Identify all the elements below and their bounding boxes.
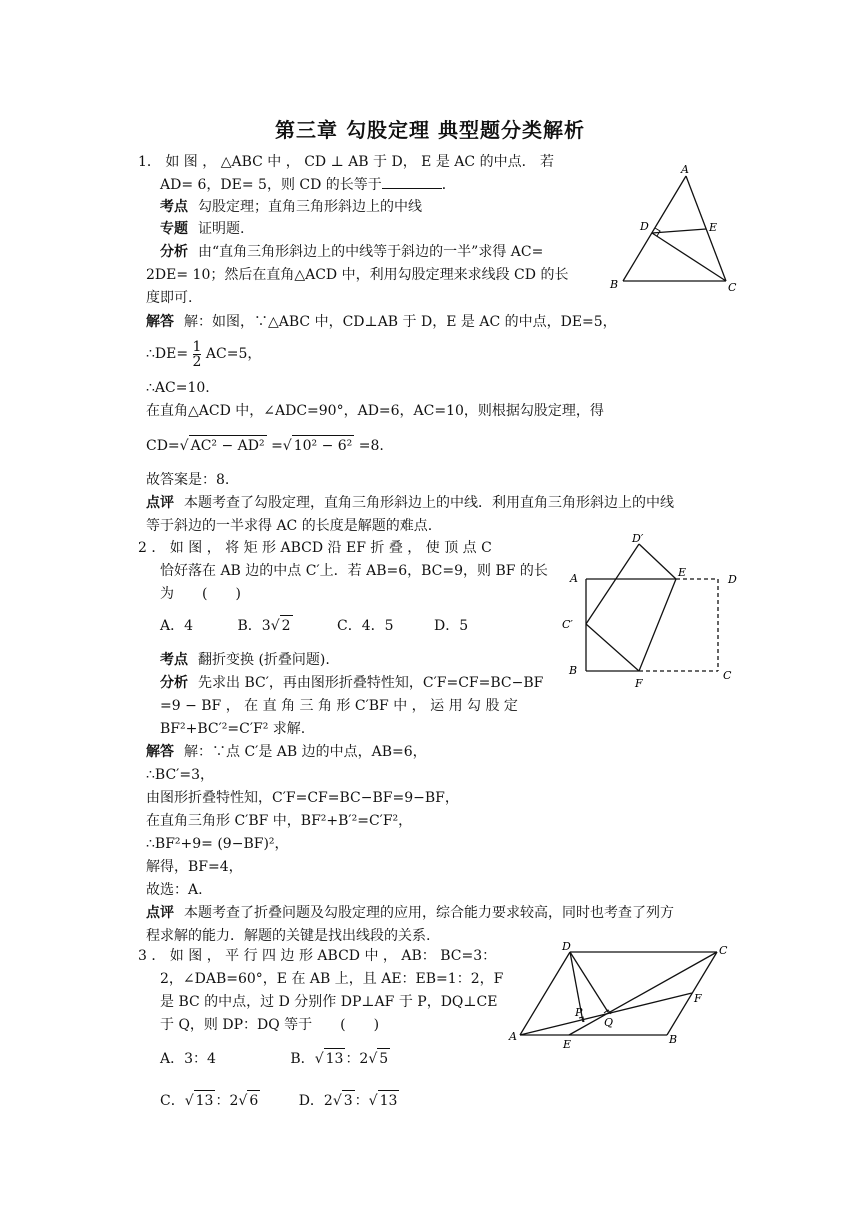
q1-fenxi-3: 度即可.: [146, 290, 193, 306]
q1-jieda-2a: ∴DE=: [146, 346, 189, 362]
figure-parallelogram: [505, 940, 735, 1055]
q3-line-1: 3 ． 如 图 ， 平 行 四 边 形 ABCD 中 ， AB： BC=3：: [138, 948, 497, 964]
fraction-denominator: 2: [192, 353, 202, 370]
q1-jieda-4: 在直角△ACD 中，∠ADC=90°，AD=6，AC=10，则根据勾股定理，得: [146, 403, 604, 419]
fig3-label-f: F: [694, 992, 702, 1005]
q1-fenxi-text-1: 由“直角三角形斜边上的中线等于斜边的一半”求得 AC=: [198, 244, 544, 260]
q2-jieda-6: 解得，BF=4，: [146, 859, 243, 875]
q2-kaodian: [160, 650, 330, 670]
fig3-label-c: C: [719, 944, 728, 957]
fig1-label-e: E: [709, 221, 718, 234]
q1-jieda-2b: AC=5，: [205, 346, 262, 362]
q1-line-1: 1． 如 图 ， △ABC 中 ， CD ⊥ AB 于 D， E 是 AC 的中点． 若: [138, 154, 555, 170]
fig3-label-d: D: [562, 940, 571, 953]
fig3-label-q: Q: [604, 1016, 614, 1029]
q2-option-a: A．4: [160, 618, 194, 634]
q1-jieda-5b: =: [271, 438, 283, 454]
label-dianping: 点评: [146, 905, 174, 921]
q2-jieda-3: 由图形折叠特性知，C′F=CF=BC−BF=9−BF，: [146, 790, 459, 806]
answer-blank: [382, 174, 442, 189]
q1-jieda-6: 故答案是：8.: [146, 472, 230, 488]
radical-1: AC² − AD²: [189, 435, 267, 456]
q2-dianping-1: [146, 903, 674, 923]
q3-option-c-radical-1: 13: [194, 1090, 216, 1111]
fig1-label-a: A: [681, 163, 689, 176]
q3-option-d: D．2: [298, 1093, 333, 1109]
fig3-label-e: E: [563, 1038, 572, 1051]
q1-jieda-5a: CD=: [146, 438, 180, 454]
label-dianping: 点评: [146, 495, 174, 511]
fig1-label-c: C: [728, 281, 737, 294]
q1-zhuanti-text: 证明题.: [198, 221, 245, 237]
q3-options-ab: A．3：4 B．√ 13 ：2√ 5: [160, 1048, 390, 1069]
q2-jieda-7: 故选：A.: [146, 882, 203, 898]
label-zhuanti: 专题: [160, 221, 188, 237]
label-fenxi: 分析: [160, 244, 188, 260]
q3-option-d-radical-1: 3: [342, 1090, 355, 1111]
fig2-label-dprime: D′: [632, 532, 644, 545]
q3-option-c-mid: ：2: [215, 1093, 239, 1109]
q2-line-1: 2 ． 如 图 ， 将 矩 形 ABCD 沿 EF 折 叠 ， 使 顶 点 C: [138, 540, 492, 556]
q1-jieda-text-1: 解：如图，∵△ABC 中，CD⊥AB 于 D，E 是 AC 的中点，DE=5，: [184, 314, 617, 330]
q3-option-c: C．: [160, 1093, 185, 1109]
q3-option-b-mid: ：2: [345, 1051, 369, 1067]
q1-kaodian-text: 勾股定理；直角三角形斜边上的中线: [198, 199, 422, 215]
q1-fenxi-2: 2DE= 10；然后在直角△ACD 中，利用勾股定理来求线段 CD 的长: [146, 267, 569, 283]
fig2-label-e: E: [678, 566, 687, 579]
q2-option-d: D．5: [433, 618, 469, 634]
fig2-label-b: B: [569, 664, 578, 677]
fig3-label-b: B: [669, 1033, 678, 1046]
q2-jieda-2: ∴BC′=3，: [146, 767, 214, 783]
q3-line-4: 于 Q，则 DP：DQ 等于 ( ): [160, 1017, 380, 1033]
q2-kaodian-text: 翻折变换 (折叠问题).: [198, 652, 330, 668]
figure-folded-rectangle: [560, 532, 750, 692]
fraction-one-half: [193, 340, 202, 369]
q3-line-2: 2，∠DAB=60°，E 在 AB 上，且 AE：EB=1：2，F: [160, 971, 504, 987]
label-kaodian: 考点: [160, 199, 188, 215]
q3-line-3: 是 BC 的中点，过 D 分别作 DP⊥AF 于 P，DQ⊥CE: [160, 994, 498, 1010]
page-title: 第三章 勾股定理 典型题分类解析: [275, 118, 585, 142]
q2-jieda-1: [146, 742, 427, 762]
q2-jieda-4: 在直角三角形 C′BF 中，BF²+B′²=C′F²，: [146, 813, 413, 829]
figure-triangle-abc: [600, 160, 750, 295]
label-kaodian: 考点: [160, 652, 188, 668]
q2-dianping-2: 程求解的能力．解题的关键是找出线段的关系.: [146, 928, 431, 944]
q2-line-3: 为 ( ): [160, 586, 241, 602]
q2-option-c: C．4．5: [336, 618, 394, 634]
fig2-label-a: A: [570, 572, 578, 585]
label-jieda: 解答: [146, 314, 174, 330]
q1-jieda-3: ∴AC=10.: [146, 380, 210, 396]
fig2-label-f: F: [635, 677, 643, 690]
q3-option-d-radical-2: 13: [378, 1090, 400, 1111]
fig1-label-d: D: [640, 220, 649, 233]
q1-line-2a: AD= 6，DE= 5，则 CD 的长等于: [160, 177, 382, 193]
q3-option-b: B．: [290, 1051, 315, 1067]
fig1-label-b: B: [610, 278, 619, 291]
q1-kaodian: [160, 197, 422, 217]
q1-jieda-5c: =8.: [358, 438, 384, 454]
q3-option-a: A．3：4: [160, 1051, 216, 1067]
q1-jieda-1: [146, 312, 617, 332]
q1-jieda-5: CD=√ AC² − AD² =√ 10² − 6² =8.: [146, 435, 384, 456]
q2-options: A．4 B．3√ 2 C．4．5 D．5: [160, 615, 468, 636]
fig2-label-c: C: [723, 669, 732, 682]
q3-option-b-radical-1: 13: [324, 1048, 346, 1069]
q2-fenxi-1: [160, 673, 543, 693]
q3-option-c-radical-2: 6: [247, 1090, 260, 1111]
q3-option-b-radical-2: 5: [377, 1048, 390, 1069]
q2-dianping-text-1: 本题考查了折叠问题及勾股定理的应用，综合能力要求较高，同时也考查了列方: [184, 905, 674, 921]
q1-dianping-2: 等于斜边的一半求得 AC 的长度是解题的难点.: [146, 518, 433, 534]
q2-option-b: B．3: [237, 618, 271, 634]
fig2-label-d: D: [728, 573, 737, 586]
fig3-label-a: A: [509, 1030, 517, 1043]
q1-line-2b: ．: [441, 177, 456, 193]
q3-options-cd: C．√ 13 ：2√ 6 D．2√ 3 ：√ 13: [160, 1090, 399, 1111]
radical-2: 10² − 6²: [292, 435, 355, 456]
q2-line-2: 恰好落在 AB 边的中点 C′上．若 AB=6，BC=9，则 BF 的长: [160, 563, 548, 579]
q1-fenxi-1: [160, 242, 543, 262]
q2-fenxi-2: =9 − BF ， 在 直 角 三 角 形 C′BF 中 ， 运 用 勾 股 定: [160, 698, 518, 714]
q1-line-2: [160, 174, 456, 195]
label-fenxi: 分析: [160, 675, 188, 691]
fig3-label-p: P: [575, 1006, 583, 1019]
q1-jieda-2: [146, 336, 261, 372]
q3-option-d-mid: ：: [354, 1093, 369, 1109]
fraction-numerator: 1: [192, 338, 202, 355]
q1-dianping-text-1: 本题考查了勾股定理，直角三角形斜边上的中线．利用直角三角形斜边上的中线: [184, 495, 674, 511]
q2-option-b-radical: 2: [280, 615, 293, 636]
q2-fenxi-3: BF²+BC′²=C′F² 求解.: [160, 721, 306, 737]
fig2-label-cprime: C′: [562, 618, 573, 631]
q2-fenxi-text-1: 先求出 BC′，再由图形折叠特性知，C′F=CF=BC−BF: [198, 675, 544, 691]
q1-zhuanti: [160, 219, 244, 239]
q1-dianping-1: [146, 493, 674, 513]
q2-jieda-text-1: 解：∵点 C′是 AB 边的中点，AB=6，: [184, 744, 427, 760]
q2-jieda-5: ∴BF²+9= (9−BF)²，: [146, 836, 289, 852]
label-jieda: 解答: [146, 744, 174, 760]
